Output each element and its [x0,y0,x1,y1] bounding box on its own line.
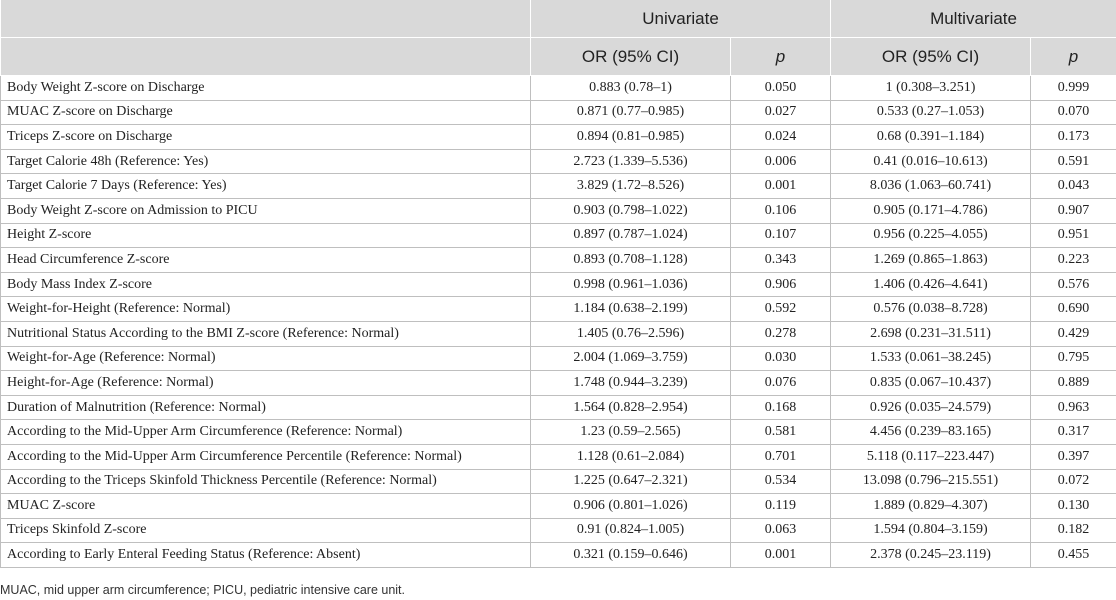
variable-cell: Duration of Malnutrition (Reference: Normal) [1,395,531,420]
variable-cell: Body Weight Z-score on Discharge [1,76,531,101]
multivariate-or-cell: 0.956 (0.225–4.055) [831,223,1031,248]
univariate-p-cell: 0.343 [731,248,831,273]
table-body [1,76,1116,568]
multivariate-or-cell: 1.269 (0.865–1.863) [831,248,1031,273]
header-blank-cell [1,0,531,38]
table-row [1,297,1116,322]
variable-cell: Weight-for-Age (Reference: Normal) [1,346,531,371]
univariate-or-cell: 2.004 (1.069–3.759) [531,346,731,371]
univariate-p-cell: 0.063 [731,518,831,543]
table-row [1,321,1116,346]
univariate-p-cell: 0.581 [731,420,831,445]
multivariate-p-cell: 0.182 [1031,518,1116,543]
table-row [1,272,1116,297]
table-footnote: MUAC, mid upper arm circumference; PICU, pediatric intensive care unit. [0,583,406,597]
univariate-or-cell: 0.894 (0.81–0.985) [531,125,731,150]
variable-cell: MUAC Z-score on Discharge [1,100,531,125]
variable-cell: According to the Mid-Upper Arm Circumference Percentile (Reference: Normal) [1,444,531,469]
multivariate-p-cell: 0.963 [1031,395,1116,420]
variable-cell: According to Early Enteral Feeding Status (Reference: Absent) [1,543,531,568]
multivariate-or-cell: 1.594 (0.804–3.159) [831,518,1031,543]
table-row [1,395,1116,420]
univariate-p-cell: 0.076 [731,371,831,396]
univariate-p-cell: 0.534 [731,469,831,494]
table-row [1,494,1116,519]
multivariate-p-cell: 0.591 [1031,149,1116,174]
variable-cell: Body Weight Z-score on Admission to PICU [1,198,531,223]
univariate-or-cell: 1.23 (0.59–2.565) [531,420,731,445]
variable-cell: According to the Mid-Upper Arm Circumference (Reference: Normal) [1,420,531,445]
multivariate-p-cell: 0.397 [1031,444,1116,469]
variable-cell: Target Calorie 7 Days (Reference: Yes) [1,174,531,199]
variable-cell: Height Z-score [1,223,531,248]
table-row [1,223,1116,248]
multivariate-p-cell: 0.317 [1031,420,1116,445]
univariate-or-cell: 0.897 (0.787–1.024) [531,223,731,248]
univariate-or-cell: 2.723 (1.339–5.536) [531,149,731,174]
variable-cell: Nutritional Status According to the BMI Z-score (Reference: Normal) [1,321,531,346]
multivariate-or-cell: 8.036 (1.063–60.741) [831,174,1031,199]
univariate-or-cell: 0.903 (0.798–1.022) [531,198,731,223]
multivariate-p-cell: 0.889 [1031,371,1116,396]
table-row [1,371,1116,396]
multivariate-p-cell: 0.999 [1031,76,1116,101]
multivariate-p-cell: 0.455 [1031,543,1116,568]
multivariate-p-cell: 0.576 [1031,272,1116,297]
univariate-p-cell: 0.701 [731,444,831,469]
header-variable-blank [1,38,531,76]
multivariate-or-cell: 1.406 (0.426–4.641) [831,272,1031,297]
header-uni-or-ci: OR (95% CI) [531,38,731,76]
univariate-p-cell: 0.030 [731,346,831,371]
table-row [1,469,1116,494]
univariate-or-cell: 1.128 (0.61–2.084) [531,444,731,469]
multivariate-or-cell: 4.456 (0.239–83.165) [831,420,1031,445]
multivariate-p-cell: 0.173 [1031,125,1116,150]
multivariate-p-cell: 0.043 [1031,174,1116,199]
variable-cell: Target Calorie 48h (Reference: Yes) [1,149,531,174]
header-row-columns [1,38,1116,76]
univariate-or-cell: 0.883 (0.78–1) [531,76,731,101]
variable-cell: According to the Triceps Skinfold Thickness Percentile (Reference: Normal) [1,469,531,494]
univariate-p-cell: 0.024 [731,125,831,150]
variable-cell: Triceps Z-score on Discharge [1,125,531,150]
header-multi-p: p [1031,38,1116,76]
multivariate-or-cell: 2.698 (0.231–31.511) [831,321,1031,346]
univariate-p-cell: 0.050 [731,76,831,101]
table-row [1,420,1116,445]
multivariate-or-cell: 1.533 (0.061–38.245) [831,346,1031,371]
table-row [1,444,1116,469]
multivariate-p-cell: 0.070 [1031,100,1116,125]
univariate-p-cell: 0.278 [731,321,831,346]
header-multi-or-ci: OR (95% CI) [831,38,1031,76]
variable-cell: Height-for-Age (Reference: Normal) [1,371,531,396]
table-row [1,543,1116,568]
multivariate-or-cell: 0.835 (0.067–10.437) [831,371,1031,396]
table-row [1,174,1116,199]
univariate-p-cell: 0.107 [731,223,831,248]
univariate-or-cell: 1.405 (0.76–2.596) [531,321,731,346]
header-row-groups [1,0,1116,38]
univariate-or-cell: 1.748 (0.944–3.239) [531,371,731,396]
variable-cell: Triceps Skinfold Z-score [1,518,531,543]
variable-cell: Head Circumference Z-score [1,248,531,273]
multivariate-or-cell: 0.68 (0.391–1.184) [831,125,1031,150]
multivariate-p-cell: 0.795 [1031,346,1116,371]
table-row [1,198,1116,223]
multivariate-p-cell: 0.072 [1031,469,1116,494]
header-uni-p: p [731,38,831,76]
univariate-or-cell: 3.829 (1.72–8.526) [531,174,731,199]
multivariate-or-cell: 2.378 (0.245–23.119) [831,543,1031,568]
multivariate-or-cell: 0.41 (0.016–10.613) [831,149,1031,174]
table-row [1,518,1116,543]
variable-cell: Weight-for-Height (Reference: Normal) [1,297,531,322]
multivariate-p-cell: 0.223 [1031,248,1116,273]
multivariate-p-cell: 0.429 [1031,321,1116,346]
univariate-or-cell: 0.893 (0.708–1.128) [531,248,731,273]
univariate-or-cell: 1.184 (0.638–2.199) [531,297,731,322]
univariate-or-cell: 0.906 (0.801–1.026) [531,494,731,519]
header-univariate: Univariate [531,0,831,38]
multivariate-or-cell: 0.905 (0.171–4.786) [831,198,1031,223]
multivariate-or-cell: 1 (0.308–3.251) [831,76,1031,101]
multivariate-p-cell: 0.690 [1031,297,1116,322]
univariate-p-cell: 0.592 [731,297,831,322]
table-row [1,149,1116,174]
multivariate-p-cell: 0.951 [1031,223,1116,248]
multivariate-or-cell: 5.118 (0.117–223.447) [831,444,1031,469]
univariate-p-cell: 0.027 [731,100,831,125]
table-row [1,248,1116,273]
univariate-or-cell: 0.871 (0.77–0.985) [531,100,731,125]
univariate-p-cell: 0.906 [731,272,831,297]
univariate-p-cell: 0.168 [731,395,831,420]
univariate-or-cell: 1.564 (0.828–2.954) [531,395,731,420]
header-multivariate: Multivariate [831,0,1116,38]
multivariate-or-cell: 0.533 (0.27–1.053) [831,100,1031,125]
multivariate-p-cell: 0.130 [1031,494,1116,519]
multivariate-or-cell: 0.926 (0.035–24.579) [831,395,1031,420]
multivariate-or-cell: 13.098 (0.796–215.551) [831,469,1031,494]
univariate-or-cell: 0.998 (0.961–1.036) [531,272,731,297]
multivariate-p-cell: 0.907 [1031,198,1116,223]
table-row [1,100,1116,125]
univariate-or-cell: 1.225 (0.647–2.321) [531,469,731,494]
univariate-p-cell: 0.001 [731,174,831,199]
univariate-p-cell: 0.001 [731,543,831,568]
univariate-or-cell: 0.321 (0.159–0.646) [531,543,731,568]
univariate-p-cell: 0.106 [731,198,831,223]
table-row [1,346,1116,371]
variable-cell: MUAC Z-score [1,494,531,519]
variable-cell: Body Mass Index Z-score [1,272,531,297]
univariate-p-cell: 0.006 [731,149,831,174]
multivariate-or-cell: 0.576 (0.038–8.728) [831,297,1031,322]
multivariate-or-cell: 1.889 (0.829–4.307) [831,494,1031,519]
table-row [1,76,1116,101]
univariate-p-cell: 0.119 [731,494,831,519]
univariate-or-cell: 0.91 (0.824–1.005) [531,518,731,543]
table-row [1,125,1116,150]
